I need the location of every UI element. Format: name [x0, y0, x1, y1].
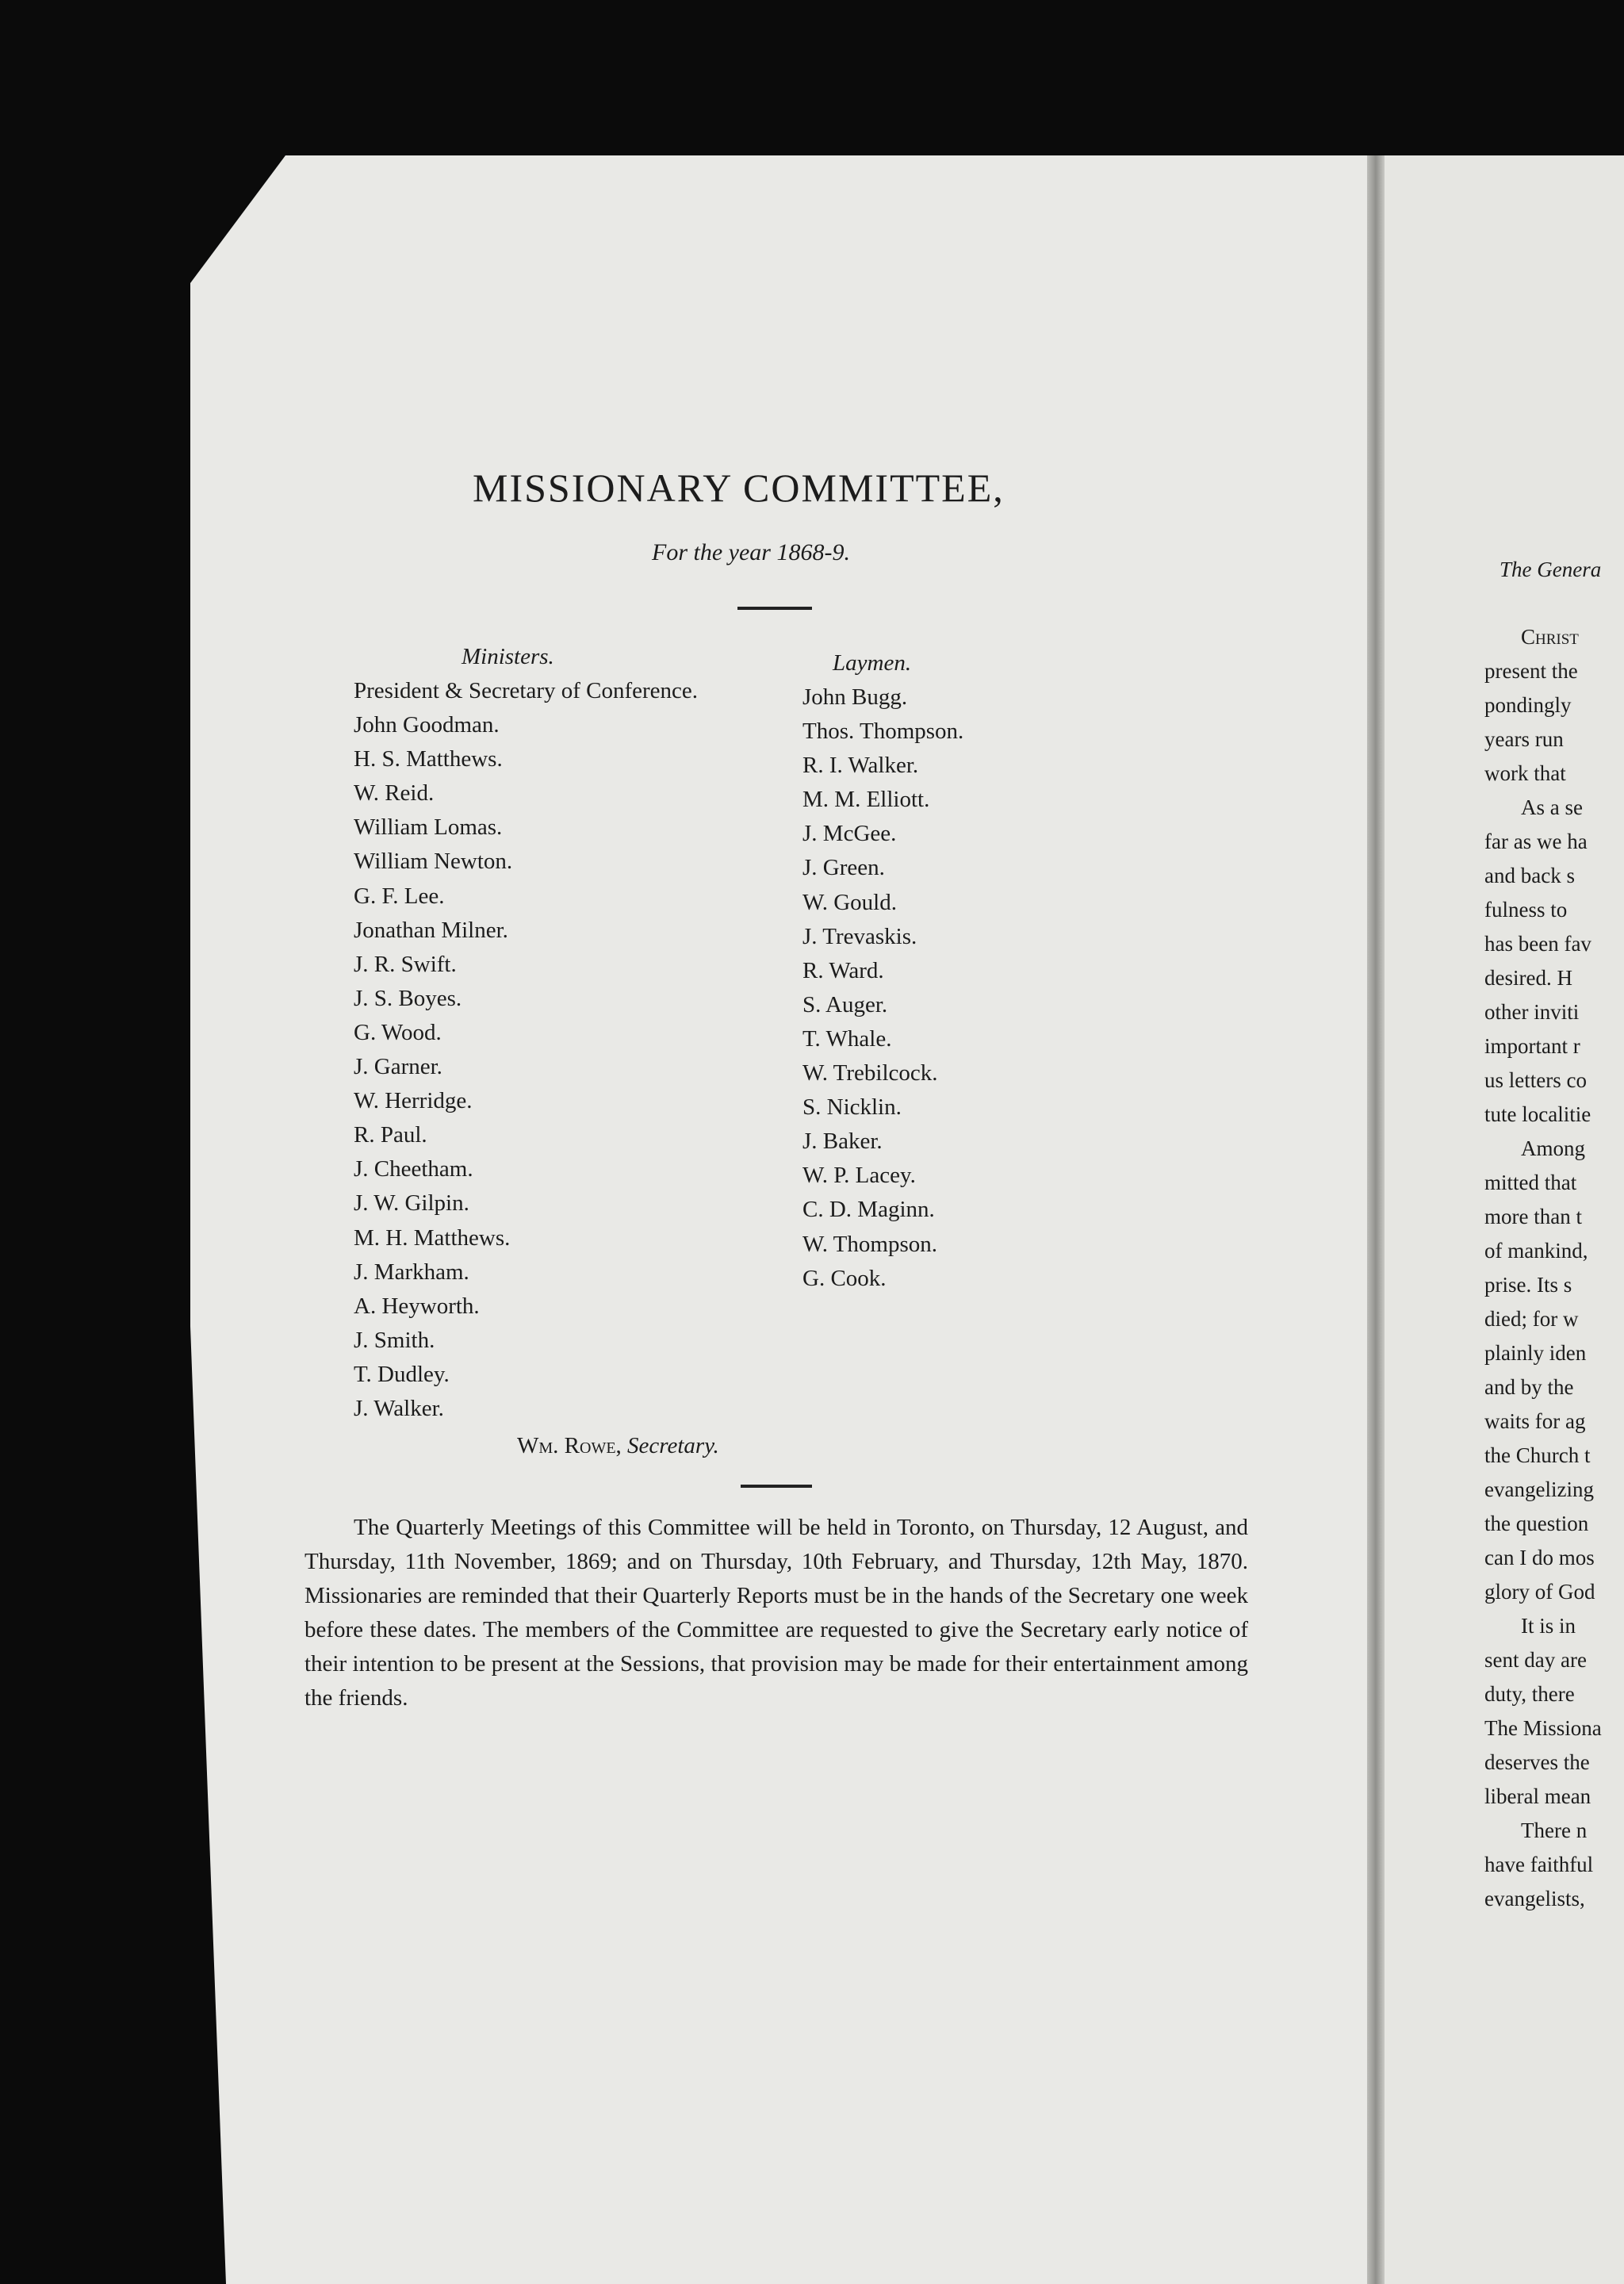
right-page-line: mitted that: [1484, 1171, 1577, 1194]
right-page-line: years run: [1484, 727, 1564, 751]
minister-name: William Lomas.: [354, 814, 503, 841]
right-page-line: the Church t: [1484, 1443, 1591, 1467]
right-page-line: sent day are: [1484, 1648, 1587, 1672]
right-page-heading: The Genera: [1500, 558, 1602, 581]
minister-name: A. Heyworth.: [354, 1293, 480, 1319]
layman-name: C. D. Maginn.: [802, 1197, 935, 1223]
right-page-line: Christ: [1521, 625, 1579, 649]
layman-name: G. Cook.: [802, 1265, 887, 1291]
right-page-line: prise. Its s: [1484, 1273, 1572, 1297]
layman-name: Thos. Thompson.: [802, 719, 964, 745]
minister-name: G. Wood.: [354, 1019, 442, 1045]
layman-name: W. P. Lacey.: [802, 1163, 916, 1189]
layman-name: J. McGee.: [802, 821, 897, 847]
layman-name: T. Whale.: [802, 1025, 892, 1052]
right-page-line: evangelizing: [1484, 1477, 1594, 1501]
secretary-name: Wm. Rowe,: [517, 1433, 622, 1458]
secretary-signature: [517, 1433, 719, 1459]
right-page-line: As a se: [1521, 795, 1583, 819]
layman-name: J. Trevaskis.: [802, 923, 917, 949]
layman-name: J. Green.: [802, 855, 885, 881]
secretary-role: Secretary.: [627, 1433, 719, 1458]
layman-name: W. Thompson.: [802, 1231, 937, 1257]
minister-name: J. Garner.: [354, 1054, 442, 1080]
ministers-heading: Ministers.: [462, 644, 554, 669]
right-page-line: other inviti: [1484, 1000, 1580, 1024]
meetings-notice: The Quarterly Meetings of this Committee will be held in Toronto, on Thursday, 12 August, and Thursday, 11th November, 1869; and on Thursday, 10th February, and Thursday, 12th May, 1870. Missionaries are reminded that their Quarterly Reports must be in the hands of the Secretary one week before these dates. The members of the Committee are requested to give the Secretary early notice of their intention to be present at the Sessions, that provision may be made for their entertainment among the friends.: [304, 1515, 1248, 1711]
right-page-line: Among: [1521, 1136, 1585, 1160]
minister-name: J. S. Boyes.: [354, 985, 462, 1011]
right-page-line: glory of God: [1484, 1580, 1595, 1604]
right-page-line: us letters co: [1484, 1068, 1587, 1092]
right-page-line: and by the: [1484, 1375, 1574, 1399]
layman-name: M. M. Elliott.: [802, 787, 930, 813]
right-page-line: work that: [1484, 761, 1566, 785]
minister-name: G. F. Lee.: [354, 883, 445, 909]
minister-name: T. Dudley.: [354, 1361, 450, 1387]
layman-name: S. Auger.: [802, 991, 888, 1017]
minister-name: William Newton.: [354, 849, 513, 875]
layman-name: John Bugg.: [802, 684, 908, 710]
right-page-line: of mankind,: [1484, 1239, 1588, 1263]
right-page-line: fulness to: [1484, 898, 1568, 922]
minister-name: H. S. Matthews.: [354, 746, 503, 772]
minister-name: J. Cheetham.: [354, 1156, 473, 1182]
right-page-line: There n: [1521, 1818, 1588, 1842]
minister-name: W. Herridge.: [354, 1088, 473, 1114]
right-page-line: important r: [1484, 1034, 1580, 1058]
minister-name: M. H. Matthews.: [354, 1224, 511, 1251]
right-page-line: the question: [1484, 1512, 1589, 1535]
minister-name: J. R. Swift.: [354, 951, 457, 977]
right-page-line: far as we ha: [1484, 830, 1588, 853]
section-divider: [741, 1485, 812, 1488]
right-page-line: It is in: [1521, 1614, 1576, 1638]
minister-name: Jonathan Milner.: [354, 917, 508, 943]
minister-name: J. Smith.: [354, 1327, 435, 1353]
right-page-line: died; for w: [1484, 1307, 1579, 1331]
minister-name: President & Secretary of Conference.: [354, 678, 699, 703]
right-page-line: has been fav: [1484, 932, 1591, 956]
layman-name: R. Ward.: [802, 957, 884, 983]
right-page-line: evangelists,: [1484, 1887, 1585, 1910]
minister-name: John Goodman.: [354, 712, 500, 738]
right-page-text: [1484, 620, 1602, 1916]
right-page-line: pondingly: [1484, 693, 1572, 717]
page-title: MISSIONARY COMMITTEE,: [473, 466, 1005, 510]
right-page-line: waits for ag: [1484, 1409, 1586, 1433]
layman-name: S. Nicklin.: [802, 1094, 902, 1121]
layman-name: W. Trebilcock.: [802, 1060, 938, 1086]
right-page-line: liberal mean: [1484, 1784, 1591, 1808]
layman-name: J. Baker.: [802, 1129, 883, 1155]
laymen-list: [802, 680, 963, 1296]
minister-name: J. W. Gilpin.: [354, 1190, 469, 1217]
minister-name: J. Walker.: [354, 1395, 444, 1421]
layman-name: R. I. Walker.: [802, 753, 919, 779]
book-spine: [1367, 155, 1385, 2284]
right-page-line: desired. H: [1484, 966, 1572, 990]
laymen-heading: Laymen.: [833, 650, 912, 676]
right-page-line: tute localitie: [1484, 1102, 1591, 1126]
minister-name: W. Reid.: [354, 780, 435, 807]
title-divider: [737, 607, 812, 610]
right-page-line: and back s: [1484, 864, 1575, 887]
minister-name: R. Paul.: [354, 1122, 427, 1148]
right-page-line: can I do mos: [1484, 1546, 1595, 1569]
right-page-line: more than t: [1484, 1205, 1582, 1228]
page-subtitle: For the year 1868-9.: [652, 539, 850, 565]
ministers-list: [354, 674, 698, 1426]
right-page-line: deserves the: [1484, 1750, 1590, 1774]
right-page-line: present the: [1484, 659, 1578, 683]
right-page-line: duty, there: [1484, 1682, 1575, 1706]
minister-name: J. Markham.: [354, 1259, 469, 1285]
right-page-line: plainly iden: [1484, 1341, 1587, 1365]
right-page-line: have faithful: [1484, 1853, 1594, 1876]
layman-name: W. Gould.: [802, 889, 897, 915]
right-page-line: The Missiona: [1484, 1716, 1602, 1740]
